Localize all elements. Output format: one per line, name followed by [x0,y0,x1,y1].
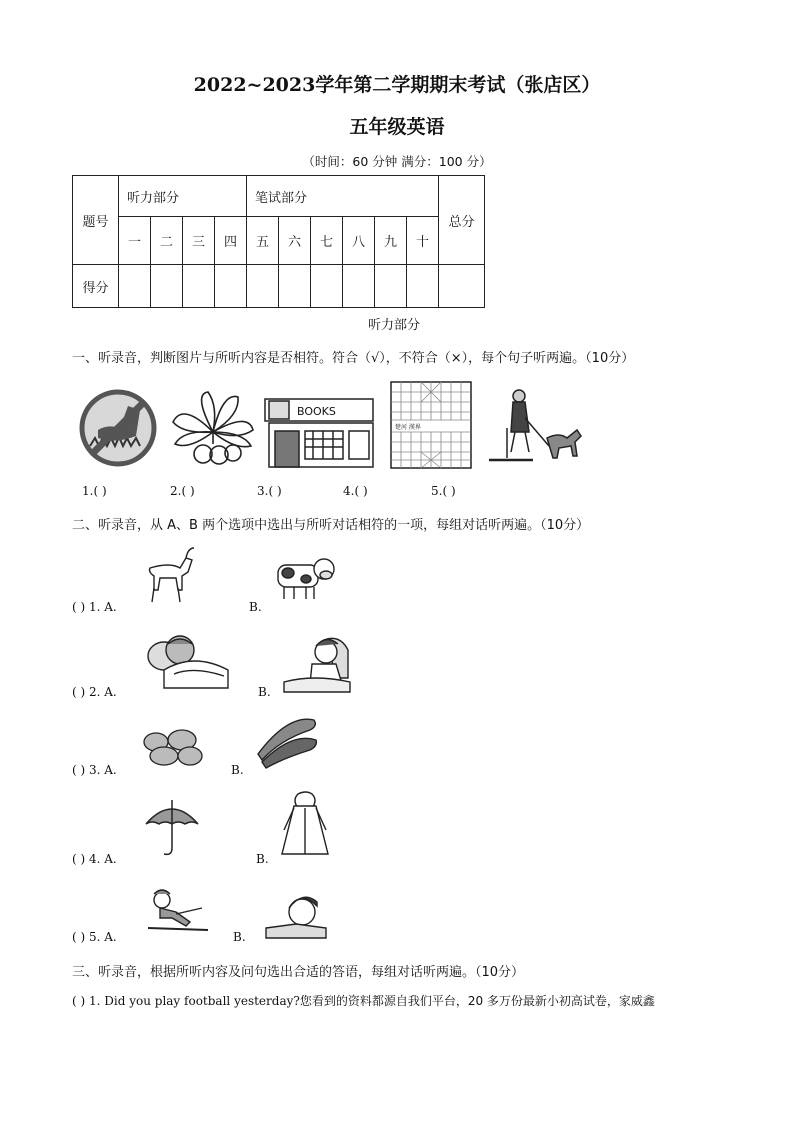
no-walking-sign-icon [78,388,158,468]
chessboard-icon [389,380,475,470]
score-box[interactable] [375,265,407,308]
s1-blank-1[interactable]: 1.( ) [82,484,107,498]
col-9: 九 [375,217,407,265]
s2-item-3-a[interactable]: ( ) 3. A. [72,763,117,777]
watermark-text: 您看到的资料都源自我们平台，20 多万份最新小初高试卷，家威鑫 [299,994,655,1008]
score-box[interactable] [247,265,279,308]
score-box[interactable] [183,265,215,308]
bookstore-icon [263,395,377,469]
raincoat-icon [278,790,332,858]
s1-blank-3[interactable]: 3.( ) [257,484,282,498]
section2-instruction: 二、听录音，从 A、B 两个选项中选出与所听对话相符的一项，每组对话听两遍。（10分） [72,518,590,533]
umbrella-icon [144,796,200,858]
s2-item-4-b[interactable]: B. [256,852,269,866]
score-table [72,175,485,308]
reading-boy-icon [262,896,332,938]
col-10: 十 [407,217,439,265]
time-note: （时间：60 分钟 满分：100 分） [302,154,492,169]
col-4: 四 [215,217,247,265]
s2-item-1-b[interactable]: B. [249,600,262,614]
listening-heading: 听力部分 [368,318,421,333]
s2-item-2-b[interactable]: B. [258,685,271,699]
score-box[interactable] [279,265,311,308]
total-cell: 总分 [439,176,485,265]
exam-subtitle: 五年级英语 [349,116,445,138]
sick-man-in-bed-icon [144,630,230,690]
s2-item-1-a[interactable]: ( ) 1. A. [72,600,117,614]
s2-item-5-b[interactable]: B. [233,930,246,944]
col-5: 五 [247,217,279,265]
col-8: 八 [343,217,375,265]
section3-instruction: 三、听录音，根据所听内容及问句选出合适的答语，每组对话听两遍。（10分） [72,965,525,980]
score-box[interactable] [119,265,151,308]
score-box[interactable] [151,265,183,308]
col-3: 三 [183,217,215,265]
potatoes-icon [142,726,208,768]
section1-instruction: 一、听录音，判断图片与所听内容是否相符。符合（√），不符合（×），每个句子听两遍。（10分） [72,351,635,366]
s2-item-5-a[interactable]: ( ) 5. A. [72,930,117,944]
col-1: 一 [119,217,151,265]
score-box[interactable] [439,265,485,308]
writing-part-cell: 笔试部分 [247,176,439,217]
s3-question-1-text[interactable]: ( ) 1. Did you play football yesterday? [72,994,300,1008]
score-box[interactable] [311,265,343,308]
col-7: 七 [311,217,343,265]
s1-blank-5[interactable]: 5.( ) [431,484,456,498]
s2-item-2-a[interactable]: ( ) 2. A. [72,685,117,699]
exam-title: 2022~2023学年第二学期期末考试（张店区） [193,74,601,96]
skiing-child-icon [146,888,210,934]
s3-question-1 [72,992,655,1009]
s2-item-4-a[interactable]: ( ) 4. A. [72,852,117,866]
score-box[interactable] [215,265,247,308]
dog-sled-icon [485,388,589,468]
score-box[interactable] [343,265,375,308]
col-2: 二 [151,217,183,265]
defen-cell: 得分 [73,265,119,308]
listening-part-cell: 听力部分 [119,176,247,217]
col-6: 六 [279,217,311,265]
chess-river-text: 楚河 漢界 [395,424,421,431]
s1-blank-2[interactable]: 2.( ) [170,484,195,498]
cow-icon [272,551,340,603]
score-box[interactable] [407,265,439,308]
s2-item-3-b[interactable]: B. [231,763,244,777]
sick-girl-in-bed-icon [282,630,354,694]
zucchini-icon [252,714,320,766]
fruit-plant-icon [170,392,256,470]
tihao-cell: 题号 [73,176,119,265]
s1-blank-4[interactable]: 4.( ) [343,484,368,498]
goat-icon [140,546,196,606]
books-sign-text: BOOKS [297,405,336,418]
